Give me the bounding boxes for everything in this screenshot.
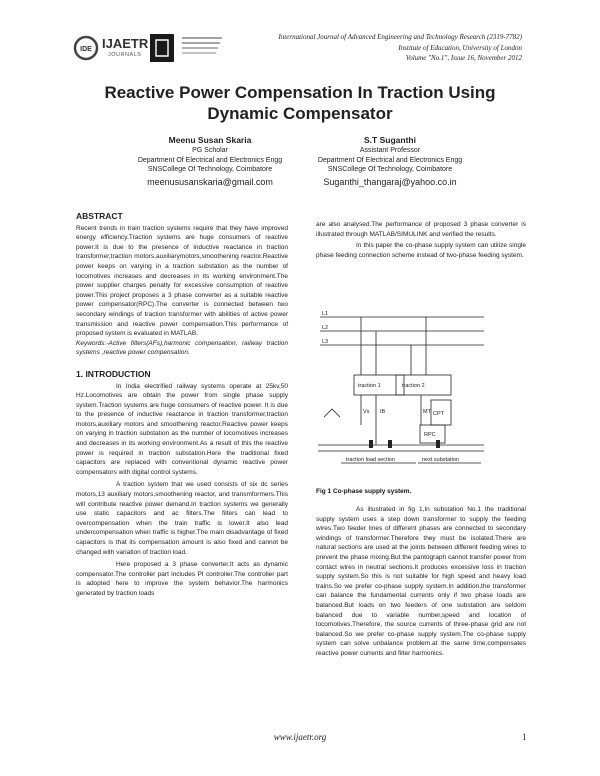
author-role: PG Scholar (192, 147, 228, 154)
intro-paragraph-3: Here proposed a 3 phase converter.It acts as dynamic compensator.The controller part includes PI controller.The controller part is adopted here to improve the system behavior.The harmonics generated by traction loads (76, 561, 288, 597)
author-name: S.T Suganthi (364, 135, 416, 145)
abstract-text: Recent trends in train traction systems require that they have improved energy efficiency.Traction systems are huge consumers of reactive power.It is due to the presence of inductive reactance in traction transformer,traction motors,auxiliarymotors,smoothening reactor.Reactive power keeps on varying in a traction substation as the number of locomotives increases and decreases in its working environment.The power supplier charges penalty for excessive consumption of reactive power.This project proposes a 3 phase converter as a suitable reactive power compensator(RPC).The converter is connected between two secondary windings of traction transformer with abilities of active power transmission and reactive power compensation.This performance of proposed system is evaluated in MATLAB. (76, 224, 288, 338)
journal-info (278, 32, 522, 64)
footer-url[interactable]: www.ijaetr.org (273, 732, 327, 742)
logo-graphic (72, 28, 232, 68)
left-column (76, 212, 288, 599)
right-column-top (316, 220, 526, 260)
figure-diagram (316, 305, 486, 480)
logo-subtext: JOURNALS (108, 52, 142, 58)
author-dept: Department Of Electrical and Electronics Engg (317, 156, 463, 164)
fig-label-l1: L1 (322, 311, 329, 317)
page-number: 1 (522, 732, 527, 742)
author-name: Meenu Susan Skaria (168, 135, 252, 145)
fig-label-load: traction load section (346, 457, 395, 463)
right-paragraph-3: As illustrated in fig 1,In substation No.1 the traditional supply system uses a step down transformer to supply the feeding wires.Two feeder lines of different phases are connected to secondary windings of transformer.Therefore they must be isolated.There are natural sections are used at the joints between different feeding wires to prevent the phase mixing.But the pantograph cannot transfer power from contact wires in neutral sections.It produces excessive loss in traction supply system.So this is not suitable for high speed and heavy load trains.So we prefer co-phase supply system.In addition,the transformer can balance the fundamental currents only if two phase loads are balanced.But loads on two feeders of one substation are seldom balanced due to variable number,speed and location of locomotives.Therefore, the source currents of three-phase grid are not balanced.So we prefer co-phase supply system.The co-phase supply system can solve unbalance problem.at the same time,compensates reactive power currents and filter harmonics. (316, 506, 526, 657)
fig-label-rpc: RPC (424, 432, 436, 438)
fig-label-dir: next substation (422, 457, 459, 463)
svg-text:IDE: IDE (80, 46, 92, 53)
figure-co-phase (316, 305, 486, 480)
intro-paragraph-1: In India electrified railway systems operate at 25kv,50 Hz.Locomotives are obtain the power from single phase supply system.Traction systems are huge consumers of reactive power. It is due to the presence of inductive reactance in traction transformer,traction motors,auxiliary motors and smoothening reactor.Reactive power keeps on varying in traction substation as the number of locomotives increases and decreases in its working environment.As a result of this the reactive power is required in traction substation.Here the traditional fixed capacitors are replaced with conventional dynamic reactive power compensators with digital control systems. (76, 382, 288, 476)
journal-name: International Journal of Advanced Engineering and Technology Research (2319-7782) (278, 33, 522, 41)
journal-institute: Institute of Education, University of London (398, 43, 522, 52)
fig-label-t2: traction 2 (402, 383, 425, 389)
journal-volume: Volume "No.1", Issue 16, November 2012 (405, 54, 522, 62)
author-dept: Department Of Electrical and Electronics Engg (137, 156, 283, 164)
fig-label-ib: IB (380, 409, 386, 415)
keywords (76, 339, 288, 358)
intro-paragraph-2: A traction system that we used consists of six dc series motors,13 auxiliary motors,smoothening reactor, and transmformers.This will contribute reactive power demand.In traction systems we generally use static capacitors and ac filters.The filters can lead to overcompensation when the train traffic is lower.It also lead undercompensation when traffic is higher.The main disadvantage of fixed capacitors is that its compensation amount is also fixed and cannot be changed with variation of traction load. (76, 481, 288, 556)
author-college: SNSCollege Of Technology, Coimbatore (327, 166, 453, 173)
figure-caption: Fig 1 Co-phase supply system. (316, 488, 412, 495)
fig-label-vs: Vs (363, 409, 370, 415)
fig-label-cpt: CPT (433, 411, 444, 417)
keywords-label: Keywords (76, 339, 105, 347)
logo-text: IJAETR (102, 36, 149, 51)
author-role: Assistant Professor (359, 147, 421, 154)
fig-label-t1: traction 1 (358, 383, 381, 389)
author-college: SNSCollege Of Technology, Coimbatore (147, 166, 273, 173)
intro-heading: 1. INTRODUCTION (76, 368, 151, 379)
fig-label-mt: MT (423, 409, 431, 415)
right-paragraph-2: In this paper the co-phase supply system can utilize single phase feeding connection scheme instead of two-phase feeding system. (316, 242, 526, 259)
paper-title: Reactive Power Compensation In Traction Using Dynamic Compensator (104, 83, 496, 123)
journal-logo (72, 28, 232, 68)
abstract-heading: ABSTRACT (76, 211, 123, 221)
author-email[interactable]: meenususanskaria@gmail.com (147, 176, 273, 187)
author-1 (110, 134, 310, 189)
author-email[interactable]: Suganthi_thangaraj@yahoo.co.in (323, 176, 457, 187)
keywords-text: :-Active filters(AFs),harmonic compensation, railway traction systems ,reactive power compensation. (76, 339, 288, 357)
author-2 (290, 134, 490, 189)
fig-label-l2: L2 (322, 325, 329, 331)
right-paragraph-1: are also analysed.The performance of proposed 3 phase converter is illustrated through MATLAB/SIMULINK and verified the results. (316, 221, 526, 238)
fig-label-l3: L3 (322, 339, 329, 345)
right-column-bottom (316, 505, 526, 659)
